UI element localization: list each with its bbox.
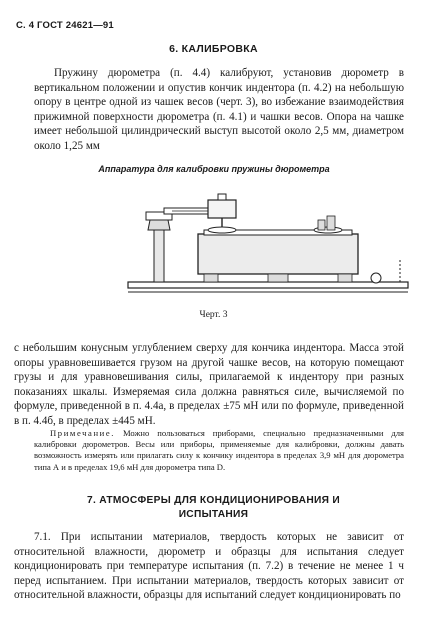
section-6-paragraph — [34, 66, 404, 154]
section-7-text: 7.1. При испытании материалов, твердость которых не зависит от относительной влажности, дюрометр и образцы для испытания следует кондиционировать при температуре испытания (п. 7.2) в течение не менее 1 ч перед испытанием. При испытании материалов, твердость которых зависит от относительной влажности, образцы для испытаний следует кондиционировать по — [14, 531, 404, 602]
continuation-paragraph: с небольшим конусным углублением сверху для кончика индентора. Масса этой опоры уравновешивается грузом на другой чашке весов, на которую помещают грузы и для уравновешивания силы, прилагаемой к индентору при разных показаниях шкалы. Измеряемая сила должна равняться силе, вычисляемой по формуле, приведенной в п. 4.4а, в пределах ±75 мН или по формуле, приведенной в п. 4.4б, в пределах ±445 мН. — [14, 342, 404, 427]
note-label: Примечание. — [50, 428, 116, 438]
section-7-title — [0, 494, 427, 521]
page-header: С. 4 ГОСТ 24621—91 — [16, 20, 114, 31]
figure-caption: Черт. 3 — [199, 310, 228, 320]
section-6-text: Пружину дюрометра (п. 4.4) калибруют, установив дюрометр в вертикальном положении и опустив кончик индентора (п. 4.2) на небольшую опору в центре одной из чашек весов (черт. 3), во избежание взаимодействия прижимной поверхности дюрометра (п. 4.1) и чашки весов. Опора на чашке имеет небольшой цилиндрический выступ высотой около 2,5 мм, диаметром около 1,25 мм — [34, 67, 404, 152]
section-6-title: 6. КАЛИБРОВКА — [169, 43, 258, 55]
section-7-title-line1: 7. АТМОСФЕРЫ ДЛЯ КОНДИЦИОНИРОВАНИЯ И — [86, 495, 340, 506]
figure-title: Аппаратура для калибровки пружины дюрометра — [98, 164, 330, 174]
note-block — [34, 428, 404, 473]
section-7-paragraph — [14, 530, 404, 603]
calibration-apparatus-figure — [118, 190, 418, 300]
section-7-title-line2: ИСПЫТАНИЯ — [178, 508, 249, 520]
note-text: Можно пользоваться приборами, специально предназначенными для калибровки дюрометров. Весы или приборы, применяемые для калибровки, должны давать возможность измерять или прилагать силу к кончику индентора в пределах 3,9 мН для дюрометра типа А и в пределах 19,6 мН для дюрометра типа D. — [34, 428, 404, 472]
